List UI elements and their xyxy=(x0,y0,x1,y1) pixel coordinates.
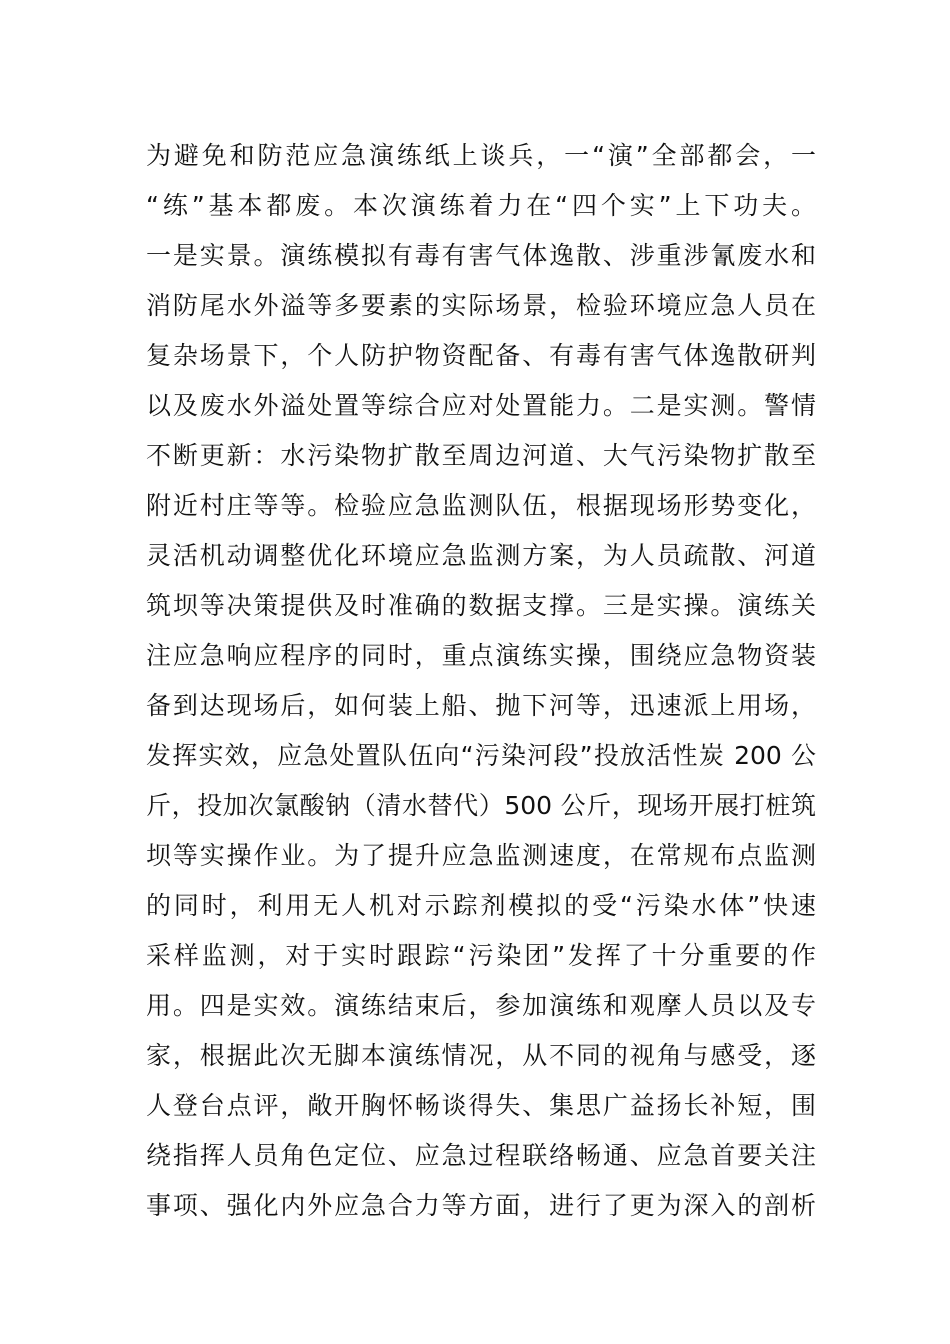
text-line-14: 斤，投加次氯酸钠（清水替代）500 公斤，现场开展打桩筑 xyxy=(146,791,816,820)
text-line-10: 筑坝等决策提供及时准确的数据支撑。三是实操。演练关 xyxy=(146,591,816,620)
text-line-13: 发挥实效，应急处置队伍向“污染河段”投放活性炭 200 公 xyxy=(146,741,816,770)
text-line-16: 的同时，利用无人机对示踪剂模拟的受“污染水体”快速 xyxy=(146,891,816,920)
text-line-7: 不断更新：水污染物扩散至周边河道、大气污染物扩散至 xyxy=(146,441,816,470)
text-line-4: 消防尾水外溢等多要素的实际场景，检验环境应急人员在 xyxy=(146,291,816,320)
text-line-11: 注应急响应程序的同时，重点演练实操，围绕应急物资装 xyxy=(146,641,816,670)
text-line-3: 一是实景。演练模拟有毒有害气体逸散、涉重涉氰废水和 xyxy=(146,241,816,270)
text-line-5: 复杂场景下，个人防护物资配备、有毒有害气体逸散研判 xyxy=(146,341,816,370)
text-line-8: 附近村庄等等。检验应急监测队伍，根据现场形势变化， xyxy=(146,491,816,520)
text-line-17: 采样监测，对于实时跟踪“污染团”发挥了十分重要的作 xyxy=(146,941,816,970)
text-line-20: 人登台点评，敞开胸怀畅谈得失、集思广益扬长补短，围 xyxy=(146,1091,816,1120)
body-paragraph xyxy=(146,131,816,1231)
text-line-12: 备到达现场后，如何装上船、抛下河等，迅速派上用场， xyxy=(146,691,816,720)
text-line-6: 以及废水外溢处置等综合应对处置能力。二是实测。警情 xyxy=(146,391,816,420)
text-line-21: 绕指挥人员角色定位、应急过程联络畅通、应急首要关注 xyxy=(146,1141,816,1170)
text-line-1: 为避免和防范应急演练纸上谈兵，一“演”全部都会，一 xyxy=(146,141,816,170)
text-line-18: 用。四是实效。演练结束后，参加演练和观摩人员以及专 xyxy=(146,991,816,1020)
text-line-19: 家，根据此次无脚本演练情况，从不同的视角与感受，逐 xyxy=(146,1041,816,1070)
text-line-2: “练”基本都废。本次演练着力在“四个实”上下功夫。 xyxy=(146,191,816,220)
text-line-22: 事项、强化内外应急合力等方面，进行了更为深入的剖析 xyxy=(146,1191,816,1220)
text-line-15: 坝等实操作业。为了提升应急监测速度，在常规布点监测 xyxy=(146,841,816,870)
text-line-9: 灵活机动调整优化环境应急监测方案，为人员疏散、河道 xyxy=(146,541,816,570)
